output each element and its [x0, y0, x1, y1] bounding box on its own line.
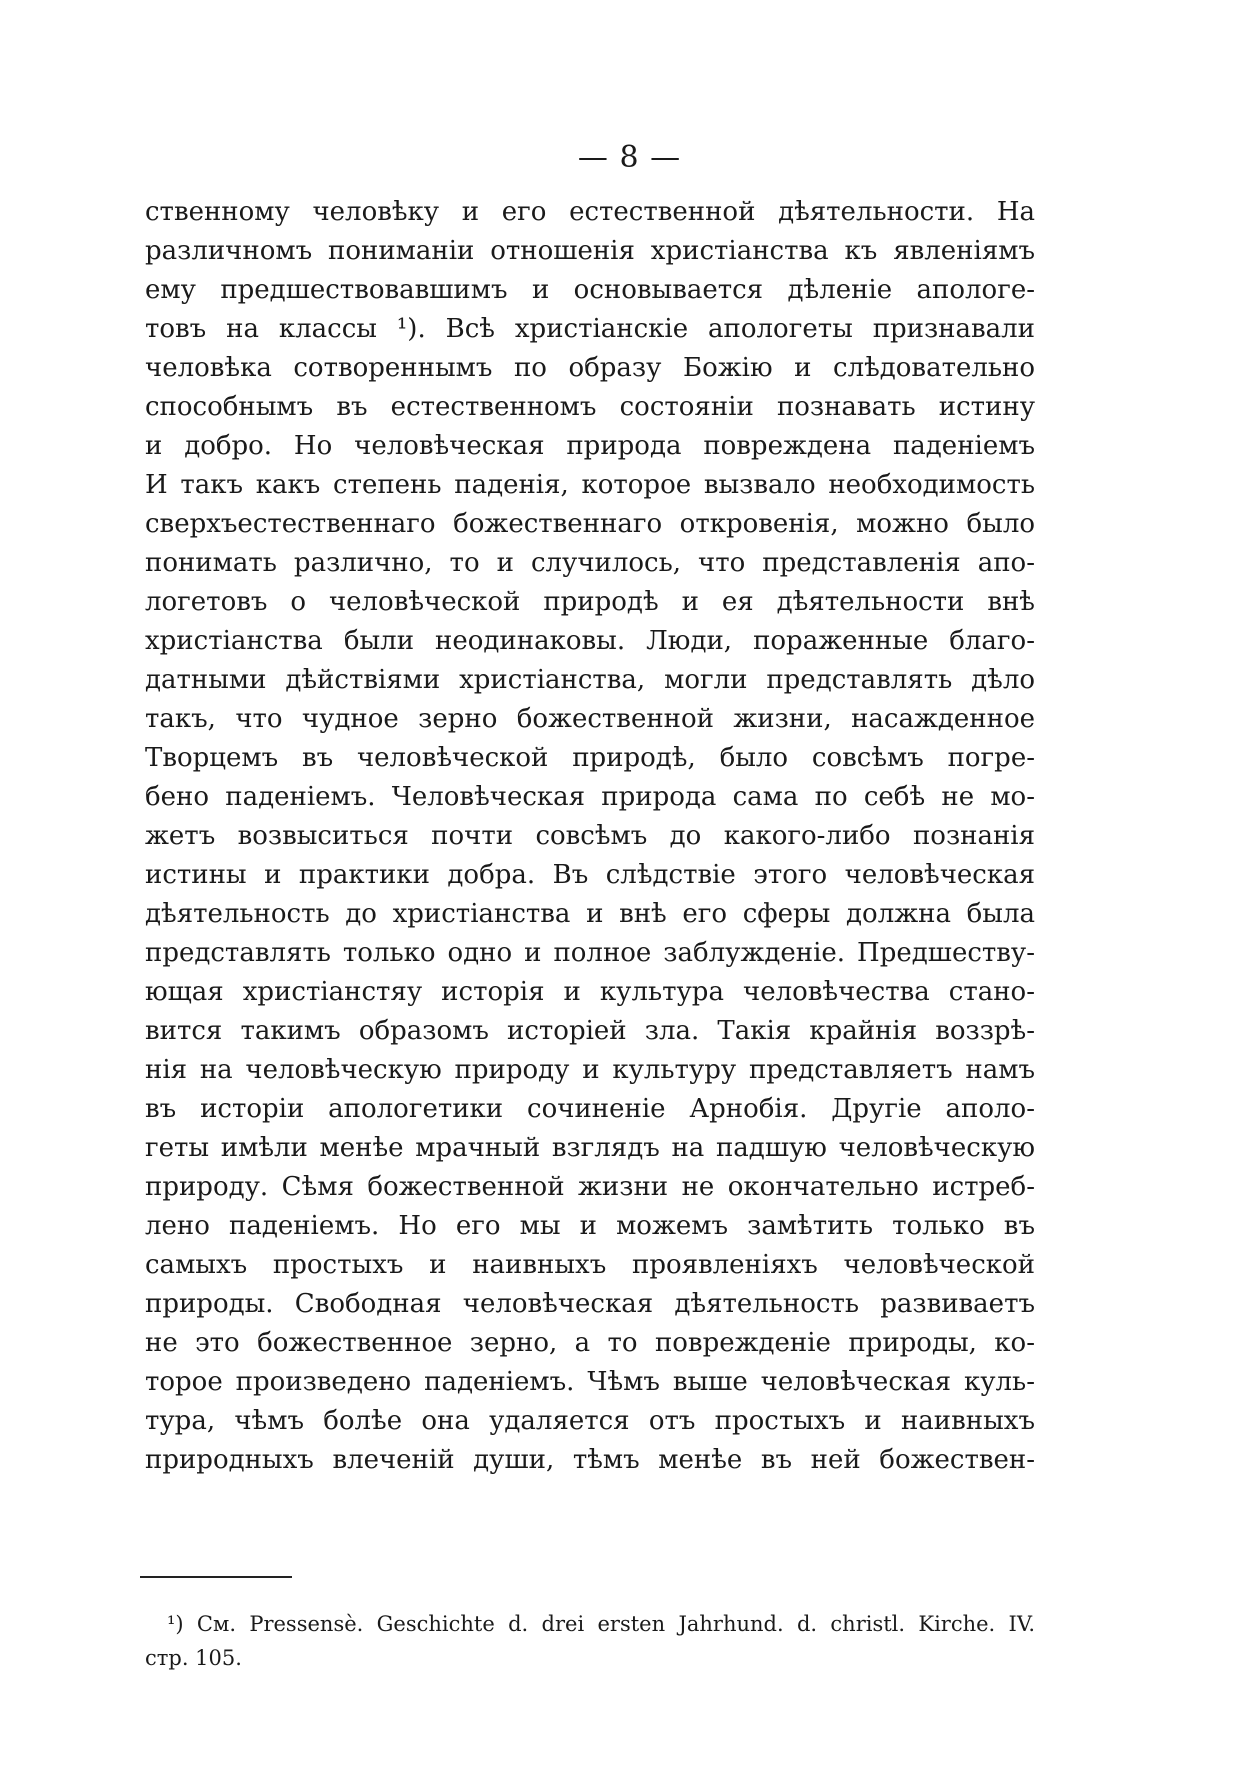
text-line: такъ, что чудное зерно божественной жизни, насажденное — [145, 704, 1035, 734]
body-text — [145, 193, 1035, 1480]
page-number: — 8 — — [577, 140, 682, 175]
text-line: Творцемъ въ человѣческой природѣ, было совсѣмъ погре- — [145, 743, 1035, 773]
text-line: человѣка сотвореннымъ по образу Божію и слѣдовательно — [145, 353, 1035, 383]
footnote-divider — [140, 1576, 292, 1578]
text-line: сверхъестественнаго божественнаго откровенія, можно было — [145, 509, 1035, 539]
text-line: различномъ пониманіи отношенія христіанства къ явленіямъ — [145, 236, 1035, 266]
text-line: и добро. Но человѣческая природа повреждена паденіемъ — [145, 431, 1035, 461]
text-line: понимать различно, то и случилось, что представленія апо- — [145, 548, 1035, 578]
text-line: жетъ возвыситься почти совсѣмъ до какого-либо познанія — [145, 821, 1035, 851]
text-line: природныхъ влеченій души, тѣмъ менѣе въ ней божествен- — [145, 1445, 1035, 1475]
text-line: тура, чѣмъ болѣе она удаляется отъ простыхъ и наивныхъ — [145, 1406, 1035, 1436]
text-line: истины и практики добра. Въ слѣдствіе этого человѣческая — [145, 860, 1035, 890]
text-line: ему предшествовавшимъ и основывается дѣленіе апологе- — [145, 275, 1035, 305]
text-line: дѣятельность до христіанства и внѣ его сферы должна была — [145, 899, 1035, 929]
text-line: ственному человѣку и его естественной дѣятельности. На — [145, 197, 1035, 227]
footnote — [145, 1607, 1035, 1675]
text-line: нія на человѣческую природу и культуру представляетъ намъ — [145, 1055, 1035, 1085]
text-line: датными дѣйствіями христіанства, могли представлять дѣло — [145, 665, 1035, 695]
text-line: не это божественное зерно, а то поврежденіе природы, ко- — [145, 1328, 1035, 1358]
text-line: представлять только одно и полное заблужденіе. Предшеству- — [145, 938, 1035, 968]
footnote-line: стр. 105. — [145, 1646, 242, 1670]
text-line: самыхъ простыхъ и наивныхъ проявленіяхъ человѣческой — [145, 1250, 1035, 1280]
text-line: вится такимъ образомъ исторіей зла. Такія крайнія воззрѣ- — [145, 1016, 1035, 1046]
text-line: товъ на классы ¹). Всѣ христіанскіе апологеты признавали — [145, 314, 1035, 344]
text-line: природу. Сѣмя божественной жизни не окончательно истреб- — [145, 1172, 1035, 1202]
text-line: природы. Свободная человѣческая дѣятельность развиваетъ — [145, 1289, 1035, 1319]
footnote-line: ¹) См. Pressensè. Geschichte d. drei ersten Jahrhund. d. christl. Kirche. IV. — [167, 1612, 1035, 1636]
text-line: логетовъ о человѣческой природѣ и ея дѣятельности внѣ — [145, 587, 1035, 617]
text-line: въ исторіи апологетики сочиненіе Арнобія. Другіе аполо- — [145, 1094, 1035, 1124]
text-line: И такъ какъ степень паденія, которое вызвало необходимость — [145, 470, 1035, 500]
text-line: торое произведено паденіемъ. Чѣмъ выше человѣческая куль- — [145, 1367, 1035, 1397]
text-line: способнымъ въ естественномъ состояніи познавать истину — [145, 392, 1035, 422]
text-line: бено паденіемъ. Человѣческая природа сама по себѣ не мо- — [145, 782, 1035, 812]
text-line: христіанства были неодинаковы. Люди, пораженные благо- — [145, 626, 1035, 656]
text-line: ющая христіанстяу исторія и культура человѣчества стано- — [145, 977, 1035, 1007]
text-line: лено паденіемъ. Но его мы и можемъ замѣтить только въ — [145, 1211, 1035, 1241]
text-line: геты имѣли менѣе мрачный взглядъ на падшую человѣческую — [145, 1133, 1035, 1163]
